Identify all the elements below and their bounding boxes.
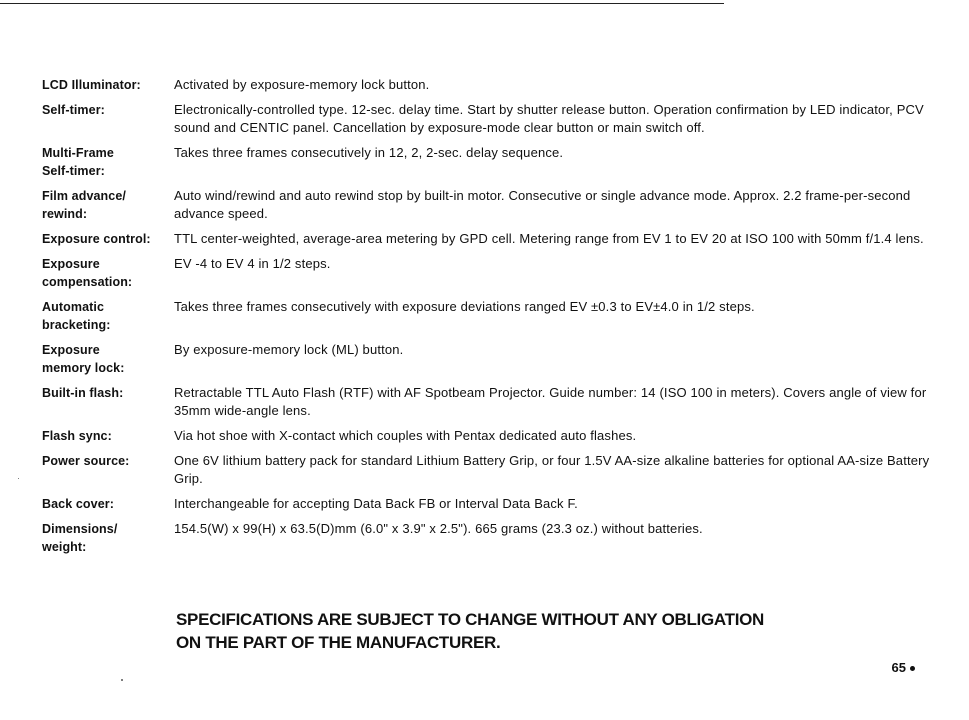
spec-label: Exposure memory lock: <box>42 343 125 375</box>
spec-label: Dimensions/ weight: <box>42 522 118 554</box>
spec-label: LCD Illuminator: <box>42 78 141 92</box>
spec-row-dimensions-weight <box>42 520 932 556</box>
spec-value: Takes three frames consecutively in 12, 2, 2-sec. delay sequence. <box>174 145 564 160</box>
spec-value: Electronically-controlled type. 12-sec. delay time. Start by shutter release button. Operation confirmation by LED indicator, PCV sound and CENTIC panel. Cancellation by exposure-mode clear button or main switch off. <box>174 102 924 135</box>
spec-value: By exposure-memory lock (ML) button. <box>174 342 404 357</box>
spec-row-flash-sync <box>42 427 932 445</box>
scan-speck <box>18 478 19 479</box>
spec-value: One 6V lithium battery pack for standard Lithium Battery Grip, or four 1.5V AA-size alkaline batteries for optional AA-size Battery Grip. <box>174 453 930 486</box>
spec-value: Interchangeable for accepting Data Back FB or Interval Data Back F. <box>174 496 578 511</box>
spec-row-back-cover <box>42 495 932 513</box>
spec-row-exposure-control <box>42 230 932 248</box>
spec-row-self-timer <box>42 101 932 137</box>
spec-label: Film advance/ rewind: <box>42 189 126 221</box>
page-number-text: 65 <box>891 660 906 675</box>
spec-value: EV -4 to EV 4 in 1/2 steps. <box>174 256 331 271</box>
specifications-list <box>42 76 932 563</box>
spec-label: Automatic bracketing: <box>42 300 111 332</box>
spec-row-exposure-memory-lock <box>42 341 932 377</box>
spec-value: Via hot shoe with X-contact which couples with Pentax dedicated auto flashes. <box>174 428 637 443</box>
spec-value: Retractable TTL Auto Flash (RTF) with AF Spotbeam Projector. Guide number: 14 (ISO 100 in meters). Covers angle of view for 35mm wide-angle lens. <box>174 385 927 418</box>
spec-row-power-source <box>42 452 932 488</box>
notice-line-1: SPECIFICATIONS ARE SUBJECT TO CHANGE WITHOUT ANY OBLIGATION <box>176 610 765 629</box>
spec-row-film-advance <box>42 187 932 223</box>
spec-value: TTL center-weighted, average-area metering by GPD cell. Metering range from EV 1 to EV 20 at ISO 100 with 50mm f/1.4 lens. <box>174 231 924 246</box>
spec-label: Exposure control: <box>42 232 151 246</box>
spec-label: Multi-Frame Self-timer: <box>42 146 114 178</box>
spec-value: 154.5(W) x 99(H) x 63.5(D)mm (6.0" x 3.9" x 2.5"). 665 grams (23.3 oz.) without batteries. <box>174 521 703 536</box>
spec-row-built-in-flash <box>42 384 932 420</box>
spec-label: Flash sync: <box>42 429 112 443</box>
spec-row-exposure-compensation <box>42 255 932 291</box>
specifications-notice <box>176 608 916 654</box>
spec-label: Power source: <box>42 454 130 468</box>
top-rule <box>0 3 724 4</box>
spec-value: Takes three frames consecutively with exposure deviations ranged EV ±0.3 to EV±4.0 in 1/2 steps. <box>174 299 755 314</box>
notice-line-2: ON THE PART OF THE MANUFACTURER. <box>176 633 501 652</box>
spec-label: Built-in flash: <box>42 386 124 400</box>
spec-row-lcd-illuminator <box>42 76 932 94</box>
spec-value: Activated by exposure-memory lock button. <box>174 77 430 92</box>
spec-value: Auto wind/rewind and auto rewind stop by built-in motor. Consecutive or single advance mode. Approx. 2.2 frame-per-second advance speed. <box>174 188 911 221</box>
bullet-icon <box>910 666 915 671</box>
spec-row-automatic-bracketing <box>42 298 932 334</box>
spec-label: Self-timer: <box>42 103 105 117</box>
scan-speck <box>121 679 123 681</box>
spec-row-multi-frame-self-timer <box>42 144 932 180</box>
spec-label: Back cover: <box>42 497 114 511</box>
page-number <box>892 660 915 675</box>
spec-label: Exposure compensation: <box>42 257 133 289</box>
